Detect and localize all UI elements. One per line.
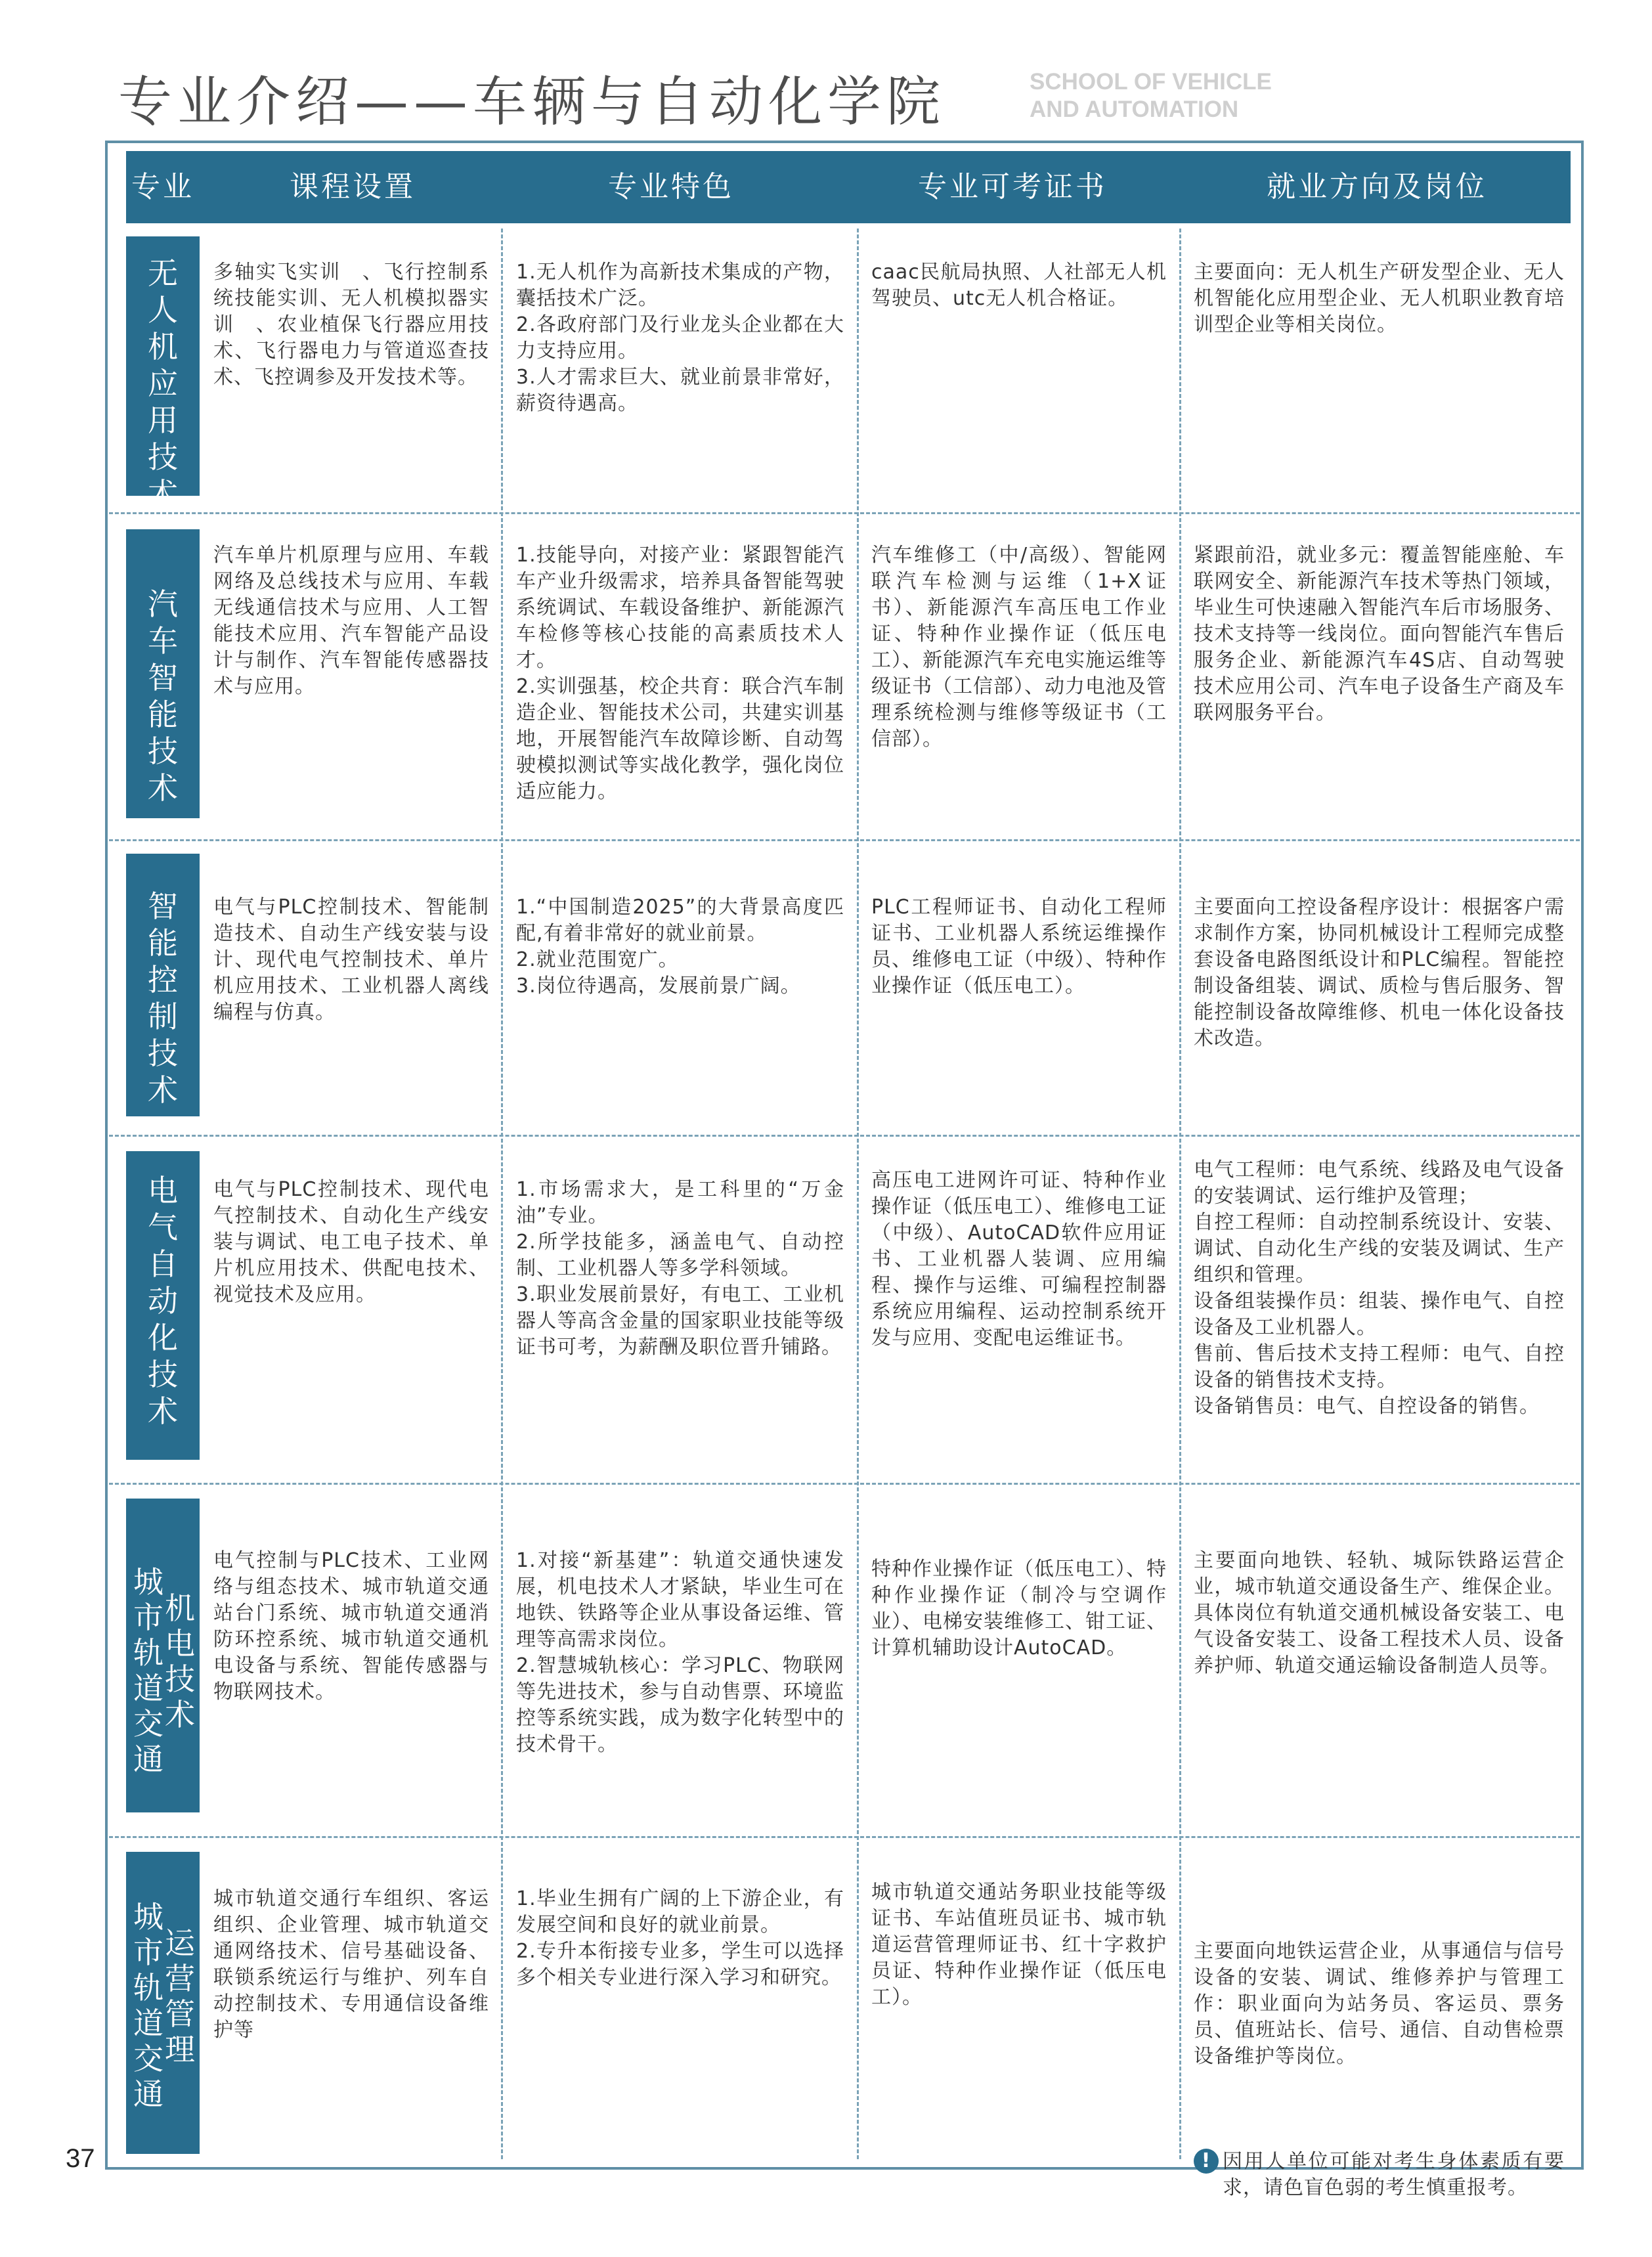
row-divider [109,1135,1580,1137]
courses-cell: 城市轨道交通行车组织、客运组织、企业管理、城市轨道交通网络技术、信号基础设备、联锁系统运行与维护、列车自动控制技术、专用通信设备维护等 [213,1887,489,2042]
certificates-cell: PLC工程师证书、自动化工程师证书、工业机器人系统运维操作员、维修电工证（中级）、特种作业操作证（低压电工）。 [871,896,1167,997]
column-divider [857,229,859,2159]
certificates-cell: caac民航局执照、人社部无人机驾驶员、utc无人机合格证。 [871,261,1167,310]
features-cell: 1.毕业生拥有广阔的上下游企业，有发展空间和良好的就业前景。 2.专升本衔接专业多，学生可以选择多个相关专业进行深入学习和研究。 [516,1887,844,1989]
major-name: 无人机应用技术 [148,255,178,512]
jobs-cell: 电气工程师：电气系统、线路及电气设备的安装调试、运行维护及管理； 自控工程师：自动控制系统设计、安装、调试、自动化生产线的安装及调试、生产组织和管理。 设备组装操作员：组装、操作电气、自控设备及工业机器人。 售前、售后技术支持工程师：电气、自控设备的销售技术支持。 设备销售员：电气、自控设备的销售。 [1194,1158,1565,1418]
features-cell: 1.市场需求大，是工科里的“万金油”专业。 2.所学技能多，涵盖电气、自动控制、工业机器人等多学科领域。 3.职业发展前景好，有电工、工业机器人等高含金量的国家职业技能等级证书可考，为薪酬及职位晋升铺路。 [516,1178,844,1359]
courses-cell: 汽车单片机原理与应用、车载网络及总线技术与应用、车载无线通信技术与应用、人工智能技术应用、汽车智能产品设计与制作、汽车智能传感器技术与应用。 [213,544,489,698]
major-label-box [126,529,200,818]
major-name-col-2: 运营管理 [165,1925,195,2067]
warning-note [1194,2149,1565,2201]
major-label-box [126,1852,200,2154]
certificates-cell: 城市轨道交通站务职业技能等级证书、车站值班员证书、城市轨道运营管理师证书、红十字救护员证、特种作业操作证（低压电工）。 [871,1881,1167,2009]
table-frame [105,141,1584,2170]
courses-cell: 电气与PLC控制技术、现代电气控制技术、自动化生产线安装与调试、电工电子技术、单片机应用技术、供配电技术、视觉技术及应用。 [213,1178,489,1306]
certificates-cell: 高压电工进网许可证、特种作业操作证（低压电工）、维修电工证（中级）、AutoCAD软件应用证书、工业机器人装调、应用编程、操作与运维、可编程控制器系统应用编程、运动控制系统开发与应用、变配电运维证书。 [871,1169,1167,1349]
page-title: 专业介绍——车辆与自动化学院 [118,71,946,133]
features-cell: 1.技能导向，对接产业：紧跟智能汽车产业升级需求，培养具备智能驾驶系统调试、车载设备维护、新能源汽车检修等核心技能的高素质技术人才。 2.实训强基，校企共育：联合汽车制造企业、智能技术公司，共建实训基地，开展智能汽车故障诊断、自动驾驶模拟测试等实战化教学，强化岗位适应能力。 [516,544,844,803]
row-divider [109,1836,1580,1838]
certificates-cell: 特种作业操作证（低压电工）、特种作业操作证（制冷与空调作业）、电梯安装维修工、钳工证、计算机辅助设计AutoCAD。 [871,1558,1167,1659]
row-divider [109,1483,1580,1485]
column-divider [501,229,503,2159]
jobs-cell: 主要面向：无人机生产研发型企业、无人机智能化应用型企业、无人机职业教育培训型企业等相关岗位。 [1194,261,1565,336]
courses-cell: 多轴实飞实训 、飞行控制系统技能实训、无人机模拟器实训 、农业植保飞行器应用技术、飞行器电力与管道巡查技术、飞控调参及开发技术等。 [213,261,489,389]
title-en-line-1: SCHOOL OF VEHICLE [1030,69,1272,95]
table-header [126,151,1571,223]
major-name: 汽车智能技术 [148,586,178,806]
major-name-col-1: 城市轨道交通 [133,1899,163,2112]
column-divider [1179,229,1181,2159]
header-features: 专业特色 [608,170,734,204]
features-cell: 1.无人机作为高新技术集成的产物，囊括技术广泛。 2.各政府部门及行业龙头企业都在大力支持应用。 3.人才需求巨大、就业前景非常好，薪资待遇高。 [516,261,844,415]
warning-text: 因用人单位可能对考生身体素质有要求，请色盲色弱的考生慎重报考。 [1223,2150,1565,2199]
major-label-box [126,236,200,512]
features-cell: 1.“中国制造2025”的大背景高度匹配,有着非常好的就业前景。 2.就业范围宽广。 3.岗位待遇高，发展前景广阔。 [516,896,844,997]
major-name-col-1: 城市轨道交通 [133,1564,163,1777]
major-label-box [126,1151,200,1460]
row-divider [109,839,1580,841]
page-title-english [1030,68,1272,123]
courses-cell: 电气与PLC控制技术、智能制造技术、自动生产线安装与设计、现代电气控制技术、单片机应用技术、工业机器人离线编程与仿真。 [213,896,489,1024]
jobs-cell [1194,1886,1565,2227]
row-divider [109,512,1580,514]
jobs-cell: 紧跟前沿，就业多元：覆盖智能座舱、车联网安全、新能源汽车技术等热门领域，毕业生可快速融入智能汽车后市场服务、技术支持等一线岗位。面向智能汽车售后服务企业、新能源汽车4S店、自动驾驶技术应用公司、汽车电子设备生产商及车联网服务平台。 [1194,544,1565,724]
jobs-cell: 主要面向工控设备程序设计：根据客户需求制作方案，协同机械设计工程师完成整套设备电路图纸设计和PLC编程。智能控制设备组装、调试、质检与售后服务、智能控制设备故障维修、机电一体化设备技术改造。 [1194,896,1565,1050]
major-label-box [126,1499,200,1812]
courses-cell: 电气控制与PLC技术、工业网络与组态技术、城市轨道交通站台门系统、城市轨道交通消防环控系统、城市轨道交通机电设备与系统、智能传感器与物联网技术。 [213,1549,489,1703]
major-name: 智能控制技术 [148,888,178,1108]
certificates-cell: 汽车维修工（中/高级）、智能网联汽车检测与运维（1+X证书）、新能源汽车高压电工作业证、特种作业操作证（低压电工）、新能源汽车充电实施运维等级证书（工信部）、动力电池及管理系统检测与维修等级证书（工信部）。 [871,544,1167,751]
jobs-text: 主要面向地铁运营企业，从事通信与信号设备的安装、调试、维修养护与管理工作：职业面向为站务员、客运员、票务员、值班站长、信号、通信、自动售检票设备维护等岗位。 [1194,1940,1565,2068]
header-jobs: 就业方向及岗位 [1267,170,1487,204]
header-certificates: 专业可考证书 [918,170,1107,204]
exclamation-icon: ! [1194,2149,1219,2174]
header-courses: 课程设置 [290,170,416,204]
jobs-cell: 主要面向地铁、轻轨、城际铁路运营企业，城市轨道交通设备生产、维保企业。具体岗位有轨道交通机械设备安装工、电气设备安装工、设备工程技术人员、设备养护师、轨道交通运输设备制造人员等。 [1194,1549,1565,1677]
major-label-box [126,854,200,1116]
page-number: 37 [66,2144,95,2173]
major-name-col-2: 机电技术 [165,1590,195,1732]
title-en-line-2: AND AUTOMATION [1030,97,1239,122]
header-major: 专业 [131,170,194,204]
features-cell: 1.对接“新基建”：轨道交通快速发展，机电技术人才紧缺，毕业生可在地铁、铁路等企业从事设备运维、管理等高需求岗位。 2.智慧城轨核心：学习PLC、物联网等先进技术，参与自动售票、环境监控等系统实践，成为数字化转型中的技术骨干。 [516,1549,844,1756]
major-name: 电气自动化技术 [148,1173,178,1429]
